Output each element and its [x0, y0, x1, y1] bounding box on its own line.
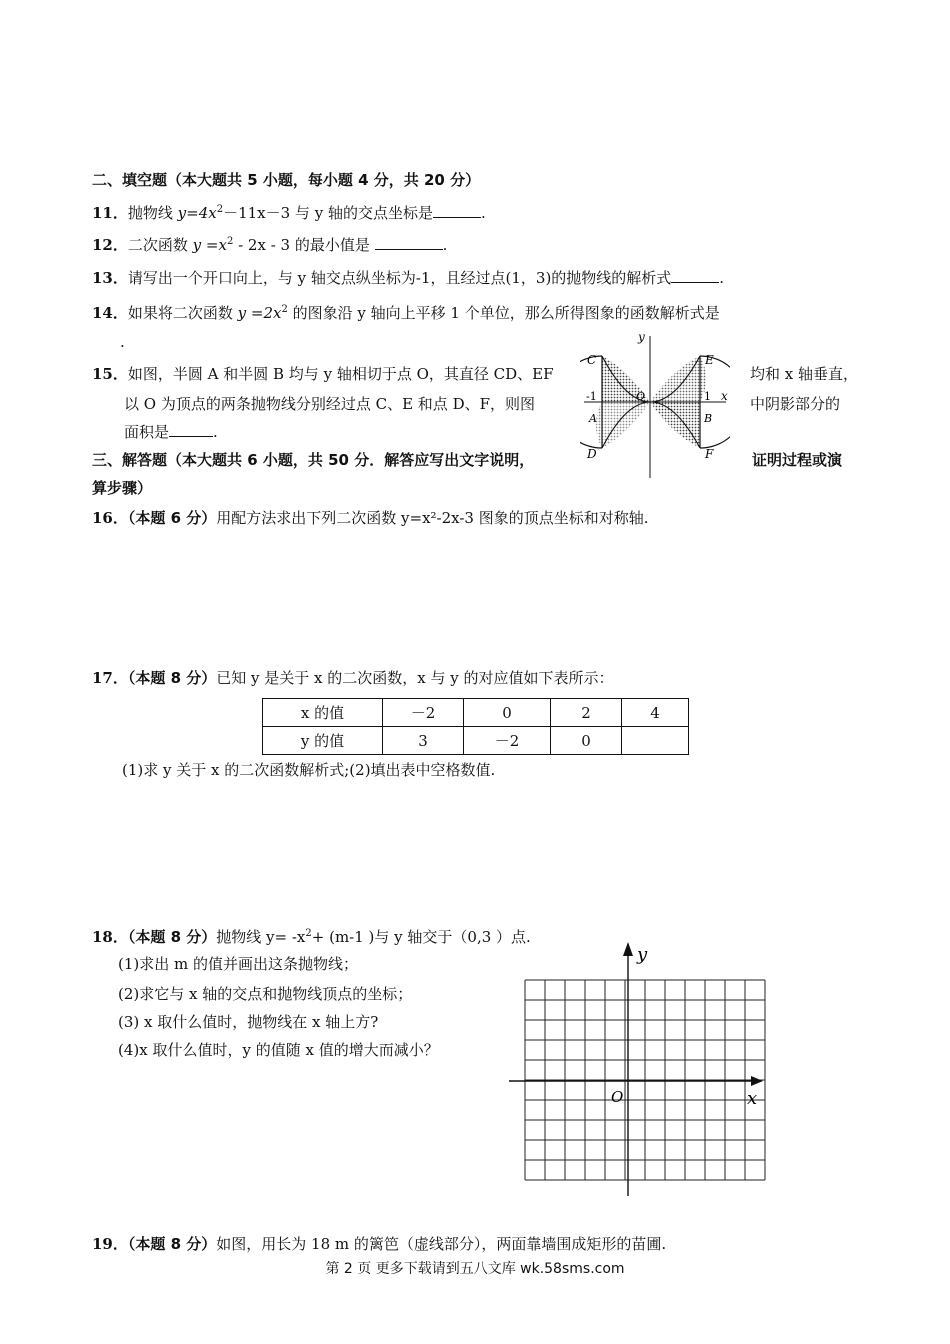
q11-answer-blank[interactable]	[433, 203, 481, 218]
section3-title-a: 三、解答题（本大题共 6 小题，共 50 分．解答应写出文字说明，	[92, 451, 535, 469]
table-cell: 2	[551, 699, 622, 727]
fig15-label-b: B	[704, 412, 713, 425]
q12-text-b: y =x	[192, 236, 227, 254]
table-cell: －2	[464, 727, 551, 755]
q14-text-a: 如果将二次函数	[127, 304, 238, 322]
butterfly-parabola-figure	[580, 330, 730, 480]
q18-sub2: (2)求它与 x 轴的交点和抛物线顶点的坐标；	[118, 985, 413, 1003]
question-19	[92, 1234, 666, 1254]
q11-exponent: 2	[216, 204, 224, 215]
fig15-label-o: O	[636, 390, 646, 403]
xy-value-table	[262, 698, 689, 755]
q19-tag: （本题 8 分）	[127, 1235, 217, 1253]
q16-number: 16．	[92, 509, 128, 527]
section3-title-b: 证明过程或演	[752, 451, 843, 469]
question-15-line1	[92, 364, 554, 384]
q13-text-a: 请写出一个开口向上，与 y 轴交点纵坐标为-1，且经过点(1，3)的抛物线的解析式	[127, 269, 672, 287]
fig15-label-e: E	[705, 353, 714, 367]
q11-text-b: y=4x	[177, 204, 217, 222]
q18-text-a: 抛物线 y= -x	[216, 928, 306, 946]
q13-text-b: .	[719, 269, 725, 287]
q15-answer-blank[interactable]	[169, 422, 213, 437]
q11-text-e: .	[480, 204, 486, 222]
table-cell: y 的值	[263, 727, 383, 755]
page-footer: 第 2 页 更多下载请到五八文库 wk.58sms.com	[325, 1261, 625, 1277]
grid-y-arrow	[623, 942, 633, 956]
question-18	[92, 924, 531, 947]
q15-line3-a: 面积是	[124, 423, 170, 441]
table-row	[263, 699, 689, 727]
question-11	[92, 200, 486, 223]
grid-label-y: y	[637, 944, 648, 965]
q14-text-d: 的图象沿 y 轴向上平移 1 个单位，那么所得图象的函数解析式是	[287, 304, 720, 322]
fig15-label-x: x	[721, 389, 728, 403]
q18-text-c: + (m-1 )与 y 轴交于（0,3 ）点.	[311, 928, 531, 946]
q18-sub1: (1)求出 m 的值并画出这条抛物线；	[118, 955, 359, 973]
grid-x-arrow	[751, 1076, 763, 1086]
q15-number: 15．	[92, 365, 128, 383]
q11-text-a: 抛物线	[127, 204, 178, 222]
grid-label-origin: O	[611, 1088, 624, 1106]
table-cell-empty[interactable]	[622, 727, 689, 755]
q14-exponent: 2	[281, 304, 288, 315]
grid-label-x: x	[747, 1088, 758, 1109]
question-16	[92, 508, 649, 528]
fig15-label-f: F	[705, 447, 714, 461]
q15-line2-b: 中阴影部分的	[750, 395, 841, 413]
q17-number: 17．	[92, 669, 128, 687]
fig15-label-d: D	[587, 447, 597, 461]
q15-line1-b: 均和 x 轴垂直，	[750, 365, 858, 383]
shaded-region-lower-right	[650, 402, 700, 448]
q15-line2-a: 以 O 为顶点的两条抛物线分别经过点 C、E 和点 D、F，则图	[124, 395, 536, 413]
fig15-label-c: C	[587, 353, 597, 367]
question-12	[92, 232, 447, 255]
section2-title: 二、填空题（本大题共 5 小题，每小题 4 分，共 20 分）	[92, 171, 481, 189]
table-cell: 0	[464, 699, 551, 727]
table-cell: 3	[383, 727, 464, 755]
q14-period: .	[120, 333, 125, 351]
question-17	[92, 668, 614, 688]
table-cell: －2	[383, 699, 464, 727]
q17-text: 已知 y 是关于 x 的二次函数，x 与 y 的对应值如下表所示：	[216, 669, 614, 687]
fig15-label-a: A	[589, 412, 597, 425]
table-cell: 4	[622, 699, 689, 727]
q12-text-f: .	[442, 236, 448, 254]
q13-number: 13．	[92, 269, 128, 287]
fig15-label-minus-one: -1	[586, 390, 597, 403]
q12-number: 12．	[92, 236, 128, 254]
q16-tag: （本题 6 分）	[127, 509, 217, 527]
table-cell: x 的值	[263, 699, 383, 727]
q18-sub4: (4)x 取什么值时，y 的值随 x 值的增大而减小？	[118, 1041, 439, 1059]
q15-line3	[124, 422, 218, 442]
table-row	[263, 727, 689, 755]
question-14	[92, 300, 720, 323]
coordinate-grid[interactable]	[505, 938, 775, 1200]
q12-answer-blank[interactable]	[375, 235, 443, 250]
q18-tag: （本题 8 分）	[127, 928, 217, 946]
q18-sub3: (3) x 取什么值时，抛物线在 x 轴上方?	[118, 1013, 379, 1031]
q13-answer-blank[interactable]	[671, 268, 719, 283]
q12-text-a: 二次函数	[127, 236, 193, 254]
q14-text-b: y =2x	[237, 304, 282, 322]
q12-text-d: - 2x - 3	[233, 236, 291, 254]
shaded-region-upper-right	[650, 356, 706, 402]
q12-exponent: 2	[226, 236, 234, 247]
fig15-label-y: y	[638, 330, 645, 344]
shaded-region-lower-left	[596, 402, 650, 448]
q15-line1-a: 如图，半圆 A 和半圆 B 均与 y 轴相切于点 O，其直径 CD、EF	[127, 365, 554, 383]
q14-number: 14．	[92, 304, 128, 322]
q12-text-e: 的最小值是	[290, 236, 375, 254]
fig15-label-one: 1	[704, 390, 711, 403]
q17-tag: （本题 8 分）	[127, 669, 217, 687]
q19-number: 19．	[92, 1235, 128, 1253]
question-13	[92, 268, 724, 288]
q16-text: 用配方法求出下列二次函数 y=x²-2x-3 图象的顶点坐标和对称轴.	[216, 509, 649, 527]
q17-subquestions: (1)求 y 关于 x 的二次函数解析式;(2)填出表中空格数值.	[122, 761, 496, 779]
section3-title-c: 算步骤）	[92, 479, 153, 497]
q18-number: 18．	[92, 928, 128, 946]
q19-text: 如图，用长为 18 m 的篱笆（虚线部分），两面靠墙围成矩形的苗圃.	[216, 1235, 667, 1253]
q11-number: 11．	[92, 204, 128, 222]
q18-exponent: 2	[305, 928, 312, 939]
q15-line3-b: .	[213, 423, 218, 441]
q11-text-d: －11x－3 与 y 轴的交点坐标是	[223, 204, 433, 222]
table-cell: 0	[551, 727, 622, 755]
